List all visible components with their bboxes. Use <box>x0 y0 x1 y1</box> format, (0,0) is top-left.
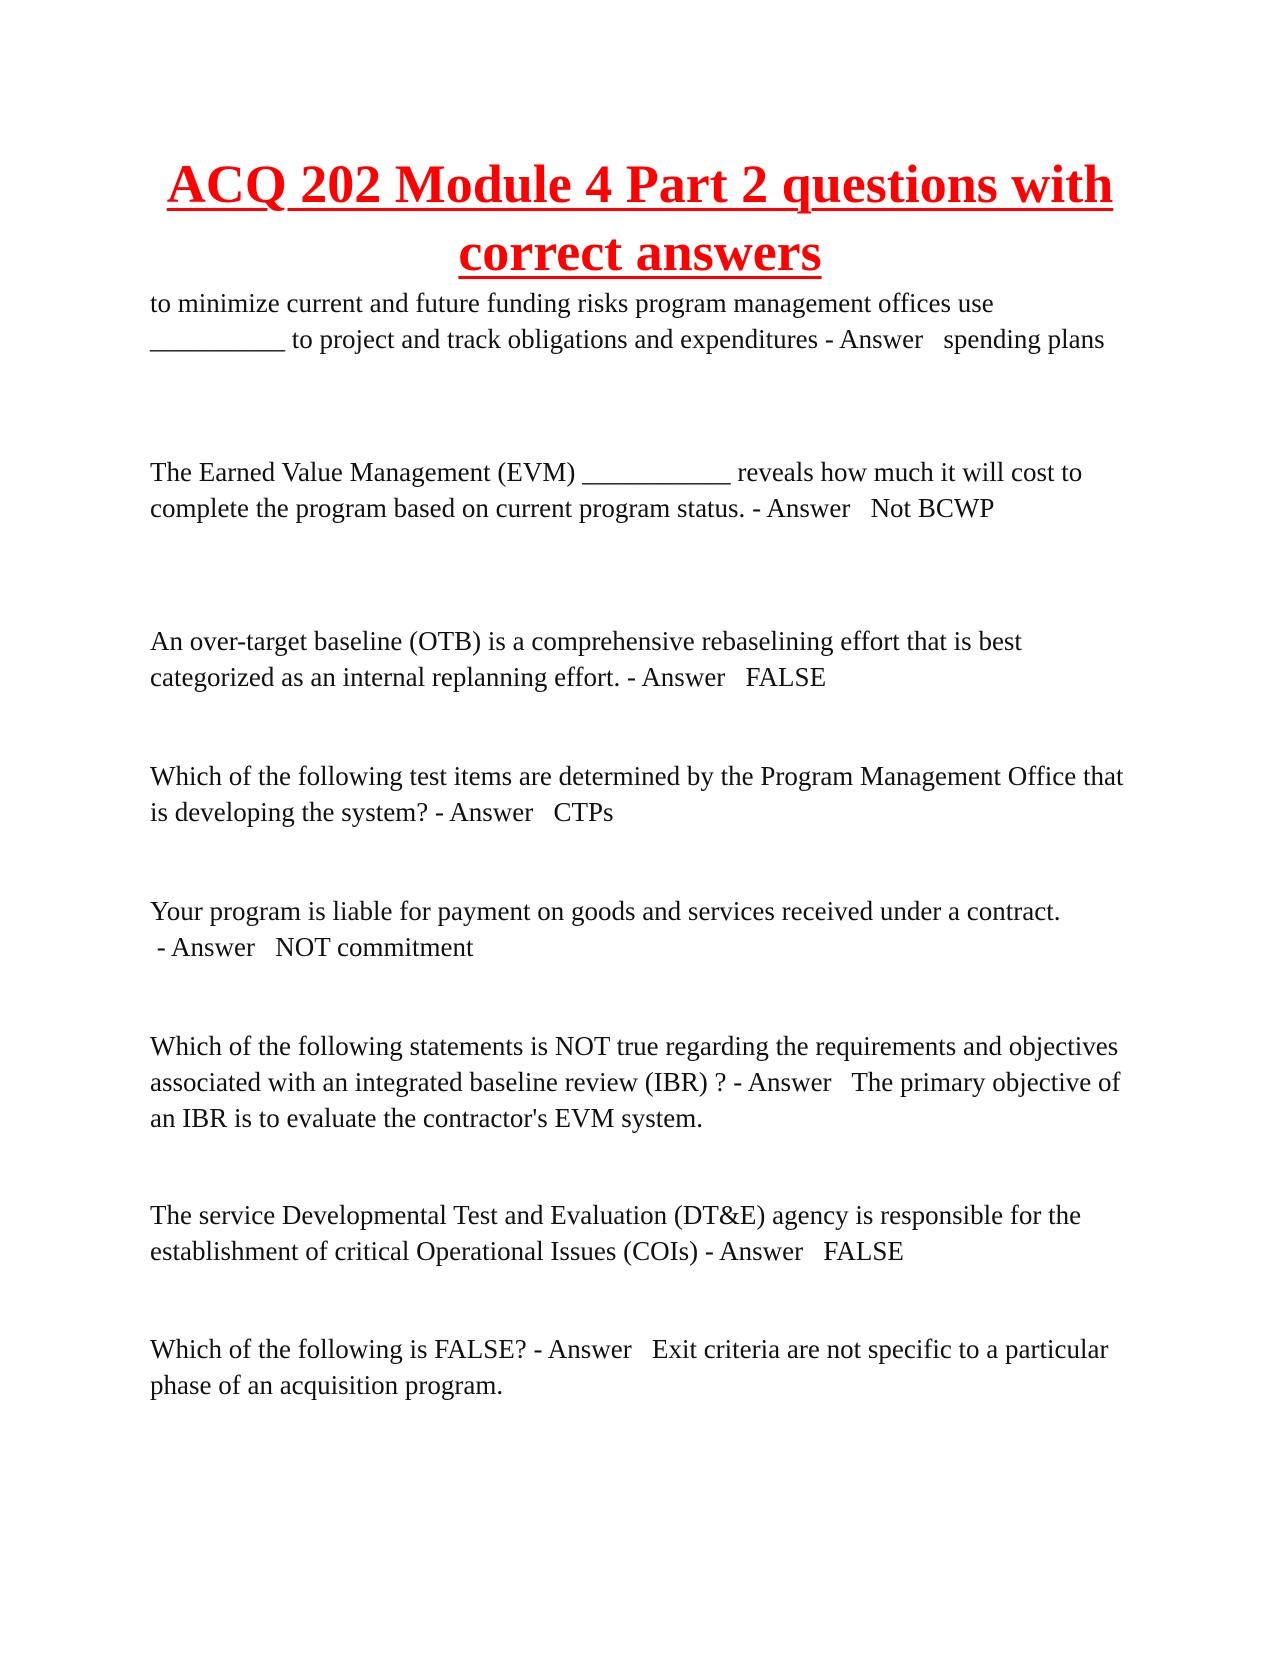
answer-label: Answer <box>449 797 534 827</box>
question-text: The Earned Value Management (EVM) ___________ reveals how much it will cost to complete the program based on current program status. <box>150 457 1083 523</box>
answer-label: Answer <box>547 1334 632 1364</box>
answer-text: spending plans <box>943 324 1105 354</box>
answer-text: FALSE <box>745 662 827 692</box>
answer-text: Not BCWP <box>870 493 995 523</box>
qa-item-5: Your program is liable for payment on goods and services received under a contract. - Answer NOT commitment <box>150 896 1061 962</box>
question-text: Which of the following is FALSE? <box>150 1334 527 1364</box>
question-text: Which of the following test items are determined by the Program Management Office that is developing the system? <box>150 761 1124 827</box>
question-text: to minimize current and future funding risks program management offices use __________ to project and track obligations and expenditures <box>150 288 994 354</box>
answer-text: FALSE <box>823 1236 904 1266</box>
qa-item-8: Which of the following is FALSE? - Answer Exit criteria are not specific to a particular phase of an acquisition program. <box>150 1334 1109 1400</box>
answer-label: Answer <box>641 662 726 692</box>
question-text: Your program is liable for payment on goods and services received under a contract. <box>150 896 1061 926</box>
qa-item-1: to minimize current and future funding risks program management offices use __________ to project and track obligations and expenditures - Answer spending plans <box>150 288 1105 354</box>
answer-label: Answer <box>766 493 851 523</box>
answer-label: Answer <box>747 1067 832 1097</box>
answer-text: NOT commitment <box>275 932 474 962</box>
answer-text: The primary objective of an IBR is to evaluate the contractor's EVM system. <box>150 1067 1121 1133</box>
answer-label: Answer <box>839 324 924 354</box>
qa-item-4: Which of the following test items are determined by the Program Management Office that is developing the system? - Answer CTPs <box>150 761 1124 827</box>
answer-label: Answer <box>719 1236 804 1266</box>
answer-text: Exit criteria are not specific to a particular phase of an acquisition program. <box>150 1334 1109 1400</box>
answer-label: Answer <box>171 932 255 962</box>
qa-item-3: An over-target baseline (OTB) is a comprehensive rebaselining effort that is best categorized as an internal replanning effort. - Answer FALSE <box>150 626 1022 692</box>
question-text: The service Developmental Test and Evaluation (DT&E) agency is responsible for the establishment of critical Operational Issues (COIs) <box>150 1200 1082 1266</box>
question-text: An over-target baseline (OTB) is a comprehensive rebaselining effort that is best categorized as an internal replanning effort. <box>150 626 1022 692</box>
qa-item-2: The Earned Value Management (EVM) ___________ reveals how much it will cost to complete the program based on current program status. - Answer Not BCWP <box>150 457 1083 523</box>
qa-item-7: The service Developmental Test and Evaluation (DT&E) agency is responsible for the establishment of critical Operational Issues (COIs) - Answer FALSE <box>150 1200 1082 1266</box>
document-title: ACQ 202 Module 4 Part 2 questions with correct answers <box>166 154 1114 282</box>
answer-text: CTPs <box>553 797 614 827</box>
question-text: Which of the following statements is NOT true regarding the requirements and objectives associated with an integrated baseline review (IBR) ? <box>150 1031 1119 1097</box>
qa-item-6: Which of the following statements is NOT true regarding the requirements and objectives associated with an integrated baseline review (IBR) ? - Answer The primary objective of an IBR is to evaluate the contractor's EVM system. <box>150 1031 1121 1133</box>
